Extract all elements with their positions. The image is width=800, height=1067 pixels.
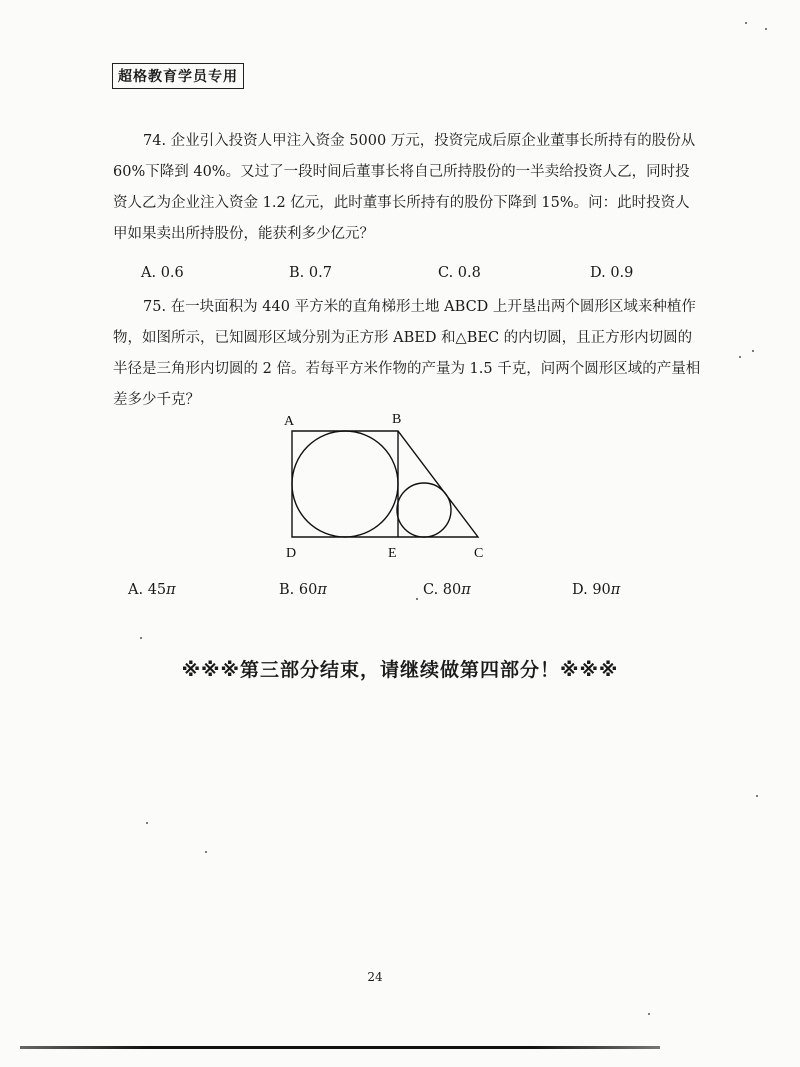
- pi-symbol: π: [317, 582, 327, 598]
- scan-speck: [146, 822, 148, 824]
- q75-option-a-value: A. 45: [128, 582, 167, 598]
- trapezoid-abcd: [292, 431, 478, 537]
- q74-option-b[interactable]: B. 0.7: [289, 265, 332, 281]
- label-d: D: [286, 546, 297, 561]
- q75-option-d-value: D. 90: [572, 582, 611, 598]
- q74-option-c[interactable]: C. 0.8: [438, 265, 481, 281]
- pi-symbol: π: [610, 582, 621, 598]
- scan-speck: [648, 1013, 650, 1015]
- q75-option-b-value: B. 60: [279, 582, 318, 598]
- scan-speck: [739, 356, 741, 358]
- pi-symbol: π: [166, 582, 176, 598]
- scan-speck: [205, 851, 207, 853]
- question-75: [113, 292, 703, 416]
- square-incircle: [292, 431, 398, 537]
- label-c: C: [474, 546, 484, 561]
- q75-option-d[interactable]: [572, 582, 620, 598]
- scan-speck: [416, 598, 418, 600]
- question-75-text: 75. 在一块面积为 440 平方米的直角梯形土地 ABCD 上开垦出两个圆形区域来种植作物，如图所示，已知圆形区域分别为正方形 ABED 和△BEC 的内切圆，且正方形内切圆的半径是三角形内切圆的 2 倍。若每平方米作物的产量为 1.5 千克，问两个圆形区域的产量相差多少千克？: [113, 299, 701, 408]
- label-e: E: [388, 546, 397, 561]
- label-a: A: [284, 414, 295, 429]
- question-74: [113, 126, 703, 250]
- q75-option-b[interactable]: [279, 582, 327, 598]
- q75-option-c[interactable]: [423, 582, 471, 598]
- scan-speck: [140, 637, 142, 639]
- question-74-text: 74. 企业引入投资人甲注入资金 5000 万元，投资完成后原企业董事长所持有的股份从 60%下降到 40%。又过了一段时间后董事长将自己所持股份的一半卖给投资人乙，同时投资人乙为企业注入资金 1.2 亿元，此时董事长所持有的股份下降到 15%。问：此时投资人甲如果卖出所持股份，能获利多少亿元？: [113, 133, 696, 242]
- section-end-banner: ※※※第三部分结束，请继续做第四部分！※※※: [181, 659, 619, 681]
- q75-option-c-value: C. 80: [423, 582, 462, 598]
- scan-edge-line: [20, 1046, 660, 1049]
- triangle-incircle: [397, 483, 451, 537]
- institution-stamp: 超格教育学员专用: [112, 63, 244, 89]
- label-b: B: [392, 412, 402, 427]
- q74-option-a[interactable]: A. 0.6: [141, 265, 184, 281]
- q75-option-a[interactable]: [128, 582, 176, 598]
- scan-speck: [765, 28, 767, 30]
- scan-speck: [752, 350, 754, 352]
- q74-option-d[interactable]: D. 0.9: [590, 265, 634, 281]
- scan-speck: [745, 22, 747, 24]
- page-number: 24: [367, 970, 383, 984]
- scan-speck: [756, 795, 758, 797]
- pi-symbol: π: [461, 582, 471, 598]
- trapezoid-figure: [270, 405, 500, 565]
